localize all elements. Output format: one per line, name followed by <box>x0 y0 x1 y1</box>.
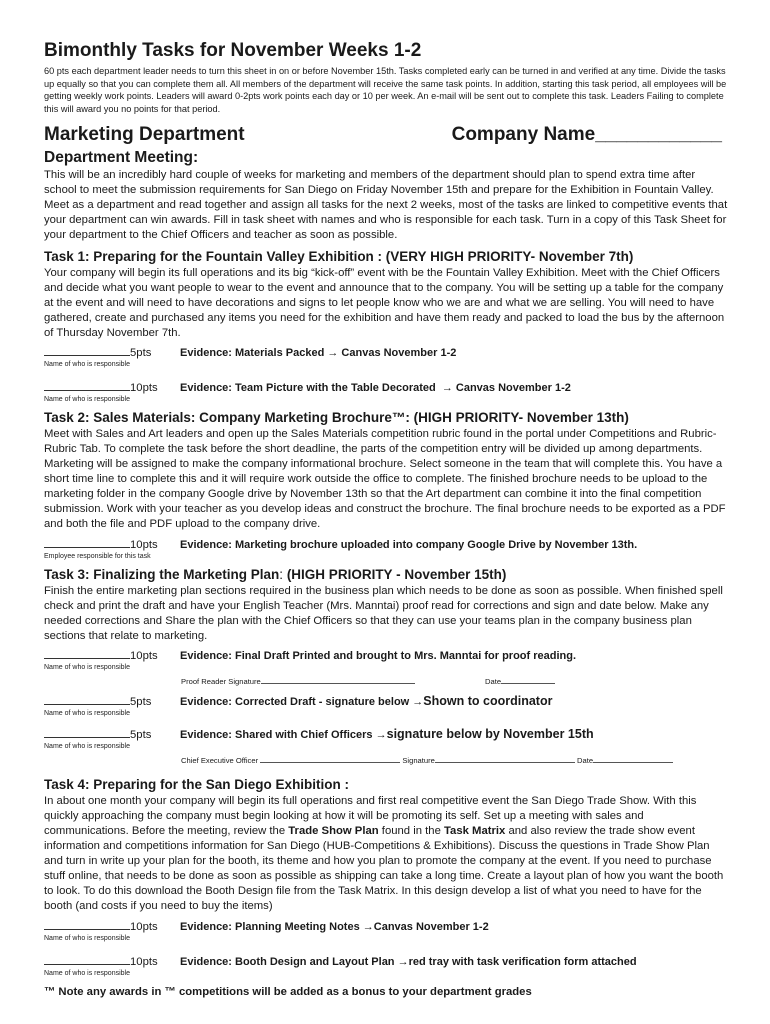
department-name: Marketing Department <box>44 124 245 146</box>
responsible-label: Name of who is responsible <box>44 710 130 718</box>
evidence-text: Evidence: Materials Packed → Canvas November 1-2 <box>180 347 457 360</box>
evidence-row <box>44 953 728 969</box>
name-blank <box>44 344 130 356</box>
arrow-icon: → <box>327 347 339 360</box>
responsible-label: Name of who is responsible <box>44 396 130 404</box>
points: 10pts <box>130 382 158 395</box>
task-1 <box>44 248 728 405</box>
document-title: Bimonthly Tasks for November Weeks 1-2 <box>44 40 422 61</box>
task-3 <box>44 566 728 767</box>
evidence-text: Evidence: Marketing brochure uploaded into company Google Drive by November 13th. <box>180 538 638 551</box>
evidence-row <box>44 344 728 360</box>
task-title: Task 3: Finalizing the Marketing Plan: (HIGH PRIORITY - November 15th) <box>44 566 507 582</box>
proof-signature-line: Proof Reader Signature Date <box>181 675 728 687</box>
evidence-row <box>44 693 728 709</box>
name-blank <box>44 726 130 738</box>
responsible-label: Name of who is responsible <box>44 743 130 751</box>
points: 10pts <box>130 920 158 933</box>
intro-paragraph: 60 pts each department leader needs to turn this sheet in on or before November 15th. Tasks completed early can be turned in and verified at any time. Divide the tasks up equally so that you can complete them all. All members of the department will receive the same task points. In addition, starting this task period, all employees will be getting weekly work points. Leaders will award 0-2pts work points each day or 10 per week. An e-mail will be sent out to complete this task. Leaders Failing to complete this will award you no points for that period. <box>44 66 727 114</box>
task-title: Task 4: Preparing for the San Diego Exhibition : <box>44 777 350 793</box>
task-body: Finish the entire marketing plan sections required in the business plan which needs to be done as soon as possible. When finished spell check and print the draft and have your English Teacher (Mrs. Manntai) proof read for corrections and sign and date below. Make any needed corrections and Share the plan with the Chief Officers so that they can use your teams plan in the company business plan sections that relate to marketing. <box>44 584 723 642</box>
evidence-text: Evidence: Corrected Draft - signature below →Shown to coordinator <box>180 694 553 709</box>
responsible-label: Name of who is responsible <box>44 361 130 369</box>
evidence-text: Evidence: Planning Meeting Notes →Canvas November 1-2 <box>180 920 489 933</box>
evidence-row <box>44 536 728 552</box>
name-blank <box>44 953 130 965</box>
name-blank <box>44 536 130 548</box>
responsible-label: Employee responsible for this task <box>44 552 151 560</box>
arrow-icon: → <box>441 382 453 395</box>
responsible-label: Name of who is responsible <box>44 664 130 672</box>
evidence-text: Evidence: Shared with Chief Officers →signature below by November 15th <box>180 727 594 742</box>
points: 10pts <box>130 955 158 968</box>
name-blank <box>44 918 130 930</box>
points: 10pts <box>130 650 158 663</box>
points: 10pts <box>130 538 158 551</box>
ceo-signature-line: Chief Executive Officer Signature Date <box>181 754 728 766</box>
task-body: Your company will begin its full operations and its big “kick-off” event with be the Fountain Valley Exhibition. Meet with the Chief Officers and decide what you want people to wear to the event and announce that to the company. You will be setting up a table for the company at the event and will need to have decorations and signs to let people know who we are and what we are selling. You will need to have gathered, create and purchased any items you need for the exhibition and have them ready and packed to load the bus by the afternoon of Thursday November 7th. <box>44 266 725 339</box>
task-body: Meet with Sales and Art leaders and open up the Sales Materials competition rubric found in the portal under Competitions and Rubric-Rubric Tab. To complete the task before the short deadline, the parts of the competition entry will be divided up among departments. Marketing will be assigned to make the company informational brochure. Select someone in the team that will complete this. You have a short time line to complete this and it will require work outside the office to complete. The finished brochure needs to be upload to the marketing folder in the company Google drive by November 13th so that the Art department can combine it into the final competition submission. Work with your teacher as you develop ideas and construct the brochure. The final brochure needs to be exported as a PDF and both the file and PDF upload to the company drive. <box>44 428 726 530</box>
task-2 <box>44 409 728 560</box>
footer-note: ™ Note any awards in ™ competitions will be added as a bonus to your department grades <box>44 985 532 998</box>
task-body: In about one month your company will begin its full operations and first real competitive event the San Diego Trade Show. With this quickly approaching the company must begin looking at how it will be promoting its self. Set up a meeting with sales and communications. Before the meeting, review the Trade Show Plan found in the Task Matrix and also review the trade show event information and competitions information for San Diego (HUB-Competitions & Exhibitions). Discuss the questions in Trade Show Plan and turn in write up your plan for the booth, its theme and how you plan to promote the company at the event. If you need to purchase stuff online, that needs to be done as soon as possible as shipping can take a long time. Create a layout plan of how you want the booth to look. To do this download the Booth Design file from the Task Matrix. In this design develop a list of what you need to have for the booth (and costs if you need to buy the items) <box>44 795 724 912</box>
task-title: Task 2: Sales Materials: Company Marketing Brochure™: (HIGH PRIORITY- November 13th) <box>44 410 629 426</box>
arrow-icon: → <box>412 696 424 709</box>
company-name-field: Company Name____________ <box>451 124 722 146</box>
responsible-label: Name of who is responsible <box>44 934 130 942</box>
department-row <box>44 124 728 146</box>
points: 5pts <box>130 729 152 742</box>
arrow-icon: → <box>375 729 387 742</box>
responsible-label: Name of who is responsible <box>44 969 130 977</box>
evidence-row <box>44 918 728 934</box>
evidence-text: Evidence: Team Picture with the Table Decorated → Canvas November 1-2 <box>180 382 571 395</box>
points: 5pts <box>130 696 152 709</box>
evidence-row <box>44 726 728 742</box>
arrow-icon: → <box>397 955 409 968</box>
task-4 <box>44 776 728 977</box>
evidence-text: Evidence: Final Draft Printed and brought to Mrs. Manntai for proof reading. <box>180 650 577 663</box>
meeting-heading: Department Meeting: <box>44 149 199 167</box>
evidence-row <box>44 379 728 395</box>
name-blank <box>44 693 130 705</box>
arrow-icon: → <box>362 920 374 933</box>
name-blank <box>44 647 130 659</box>
task-title: Task 1: Preparing for the Fountain Valley Exhibition : (VERY HIGH PRIORITY- November 7th) <box>44 248 634 264</box>
evidence-text: Evidence: Booth Design and Layout Plan →red tray with task verification form attached <box>180 955 637 968</box>
task-sheet <box>44 40 728 998</box>
meeting-paragraph: This will be an incredibly hard couple of weeks for marketing and members of the department should plan to spend extra time after school to meet the submission requirements for San Diego on Friday November 15th and prepare for the Exhibition in Fountain Valley. Meet as a department and read together and assign all tasks for the next 2 weeks, most of the tasks are linked to competitive events that your department can win awards. Fill in task sheet with names and who is responsible for each task. Turn in a copy of this Task Sheet for your department to the Chief Officers and teacher as soon as possible. <box>44 169 728 241</box>
points: 5pts <box>130 347 152 360</box>
name-blank <box>44 379 130 391</box>
evidence-row <box>44 647 728 663</box>
